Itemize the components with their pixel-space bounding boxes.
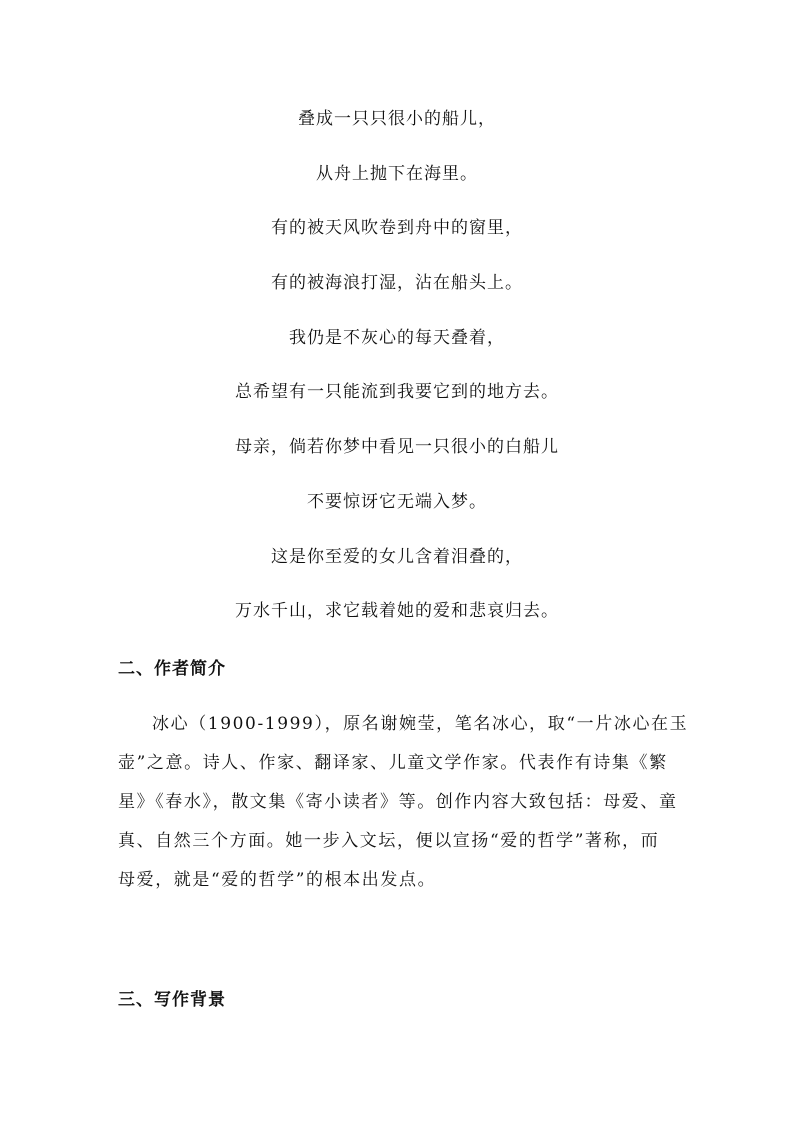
paragraph-line: 星》《春水》，散文集《寄小读者》等。创作内容大致包括：母爱、童 <box>118 792 678 812</box>
paragraph-line: 母爱，就是“爱的哲学”的根本出发点。 <box>118 870 437 890</box>
poem-line: 总希望有一只能流到我要它到的地方去。 <box>235 382 559 403</box>
poem-line: 有的被天风吹卷到舟中的窗里， <box>271 218 523 239</box>
poem-line: 从舟上抛下在海里。 <box>316 163 478 184</box>
section-heading-author-intro: 二、作者简介 <box>118 659 226 679</box>
author-intro-paragraph <box>118 709 689 904</box>
poem-block <box>0 104 794 651</box>
poem-line: 有的被海浪打湿，沾在船头上。 <box>271 273 523 294</box>
poem-line: 这是你至爱的女儿含着泪叠的， <box>271 546 523 567</box>
poem-line: 我仍是不灰心的每天叠着， <box>289 327 505 348</box>
poem-line: 万水千山，求它载着她的爱和悲哀归去。 <box>235 601 559 622</box>
paragraph-line: 真、自然三个方面。她一步入文坛，便以宣扬“爱的哲学”著称，而 <box>118 831 660 851</box>
poem-line: 母亲，倘若你梦中看见一只很小的白船儿 <box>235 437 559 458</box>
poem-line: 叠成一只只很小的船儿， <box>298 109 496 129</box>
section-heading-writing-background: 三、写作背景 <box>118 990 226 1010</box>
poem-line: 不要惊讶它无端入梦。 <box>307 491 487 512</box>
paragraph-line: 壶”之意。诗人、作家、翻译家、儿童文学作家。代表作有诗集《繁 <box>118 753 668 773</box>
paragraph-line: 冰心（1900-1999），原名谢婉莹，笔名冰心，取“一片冰心在玉 <box>152 714 689 734</box>
